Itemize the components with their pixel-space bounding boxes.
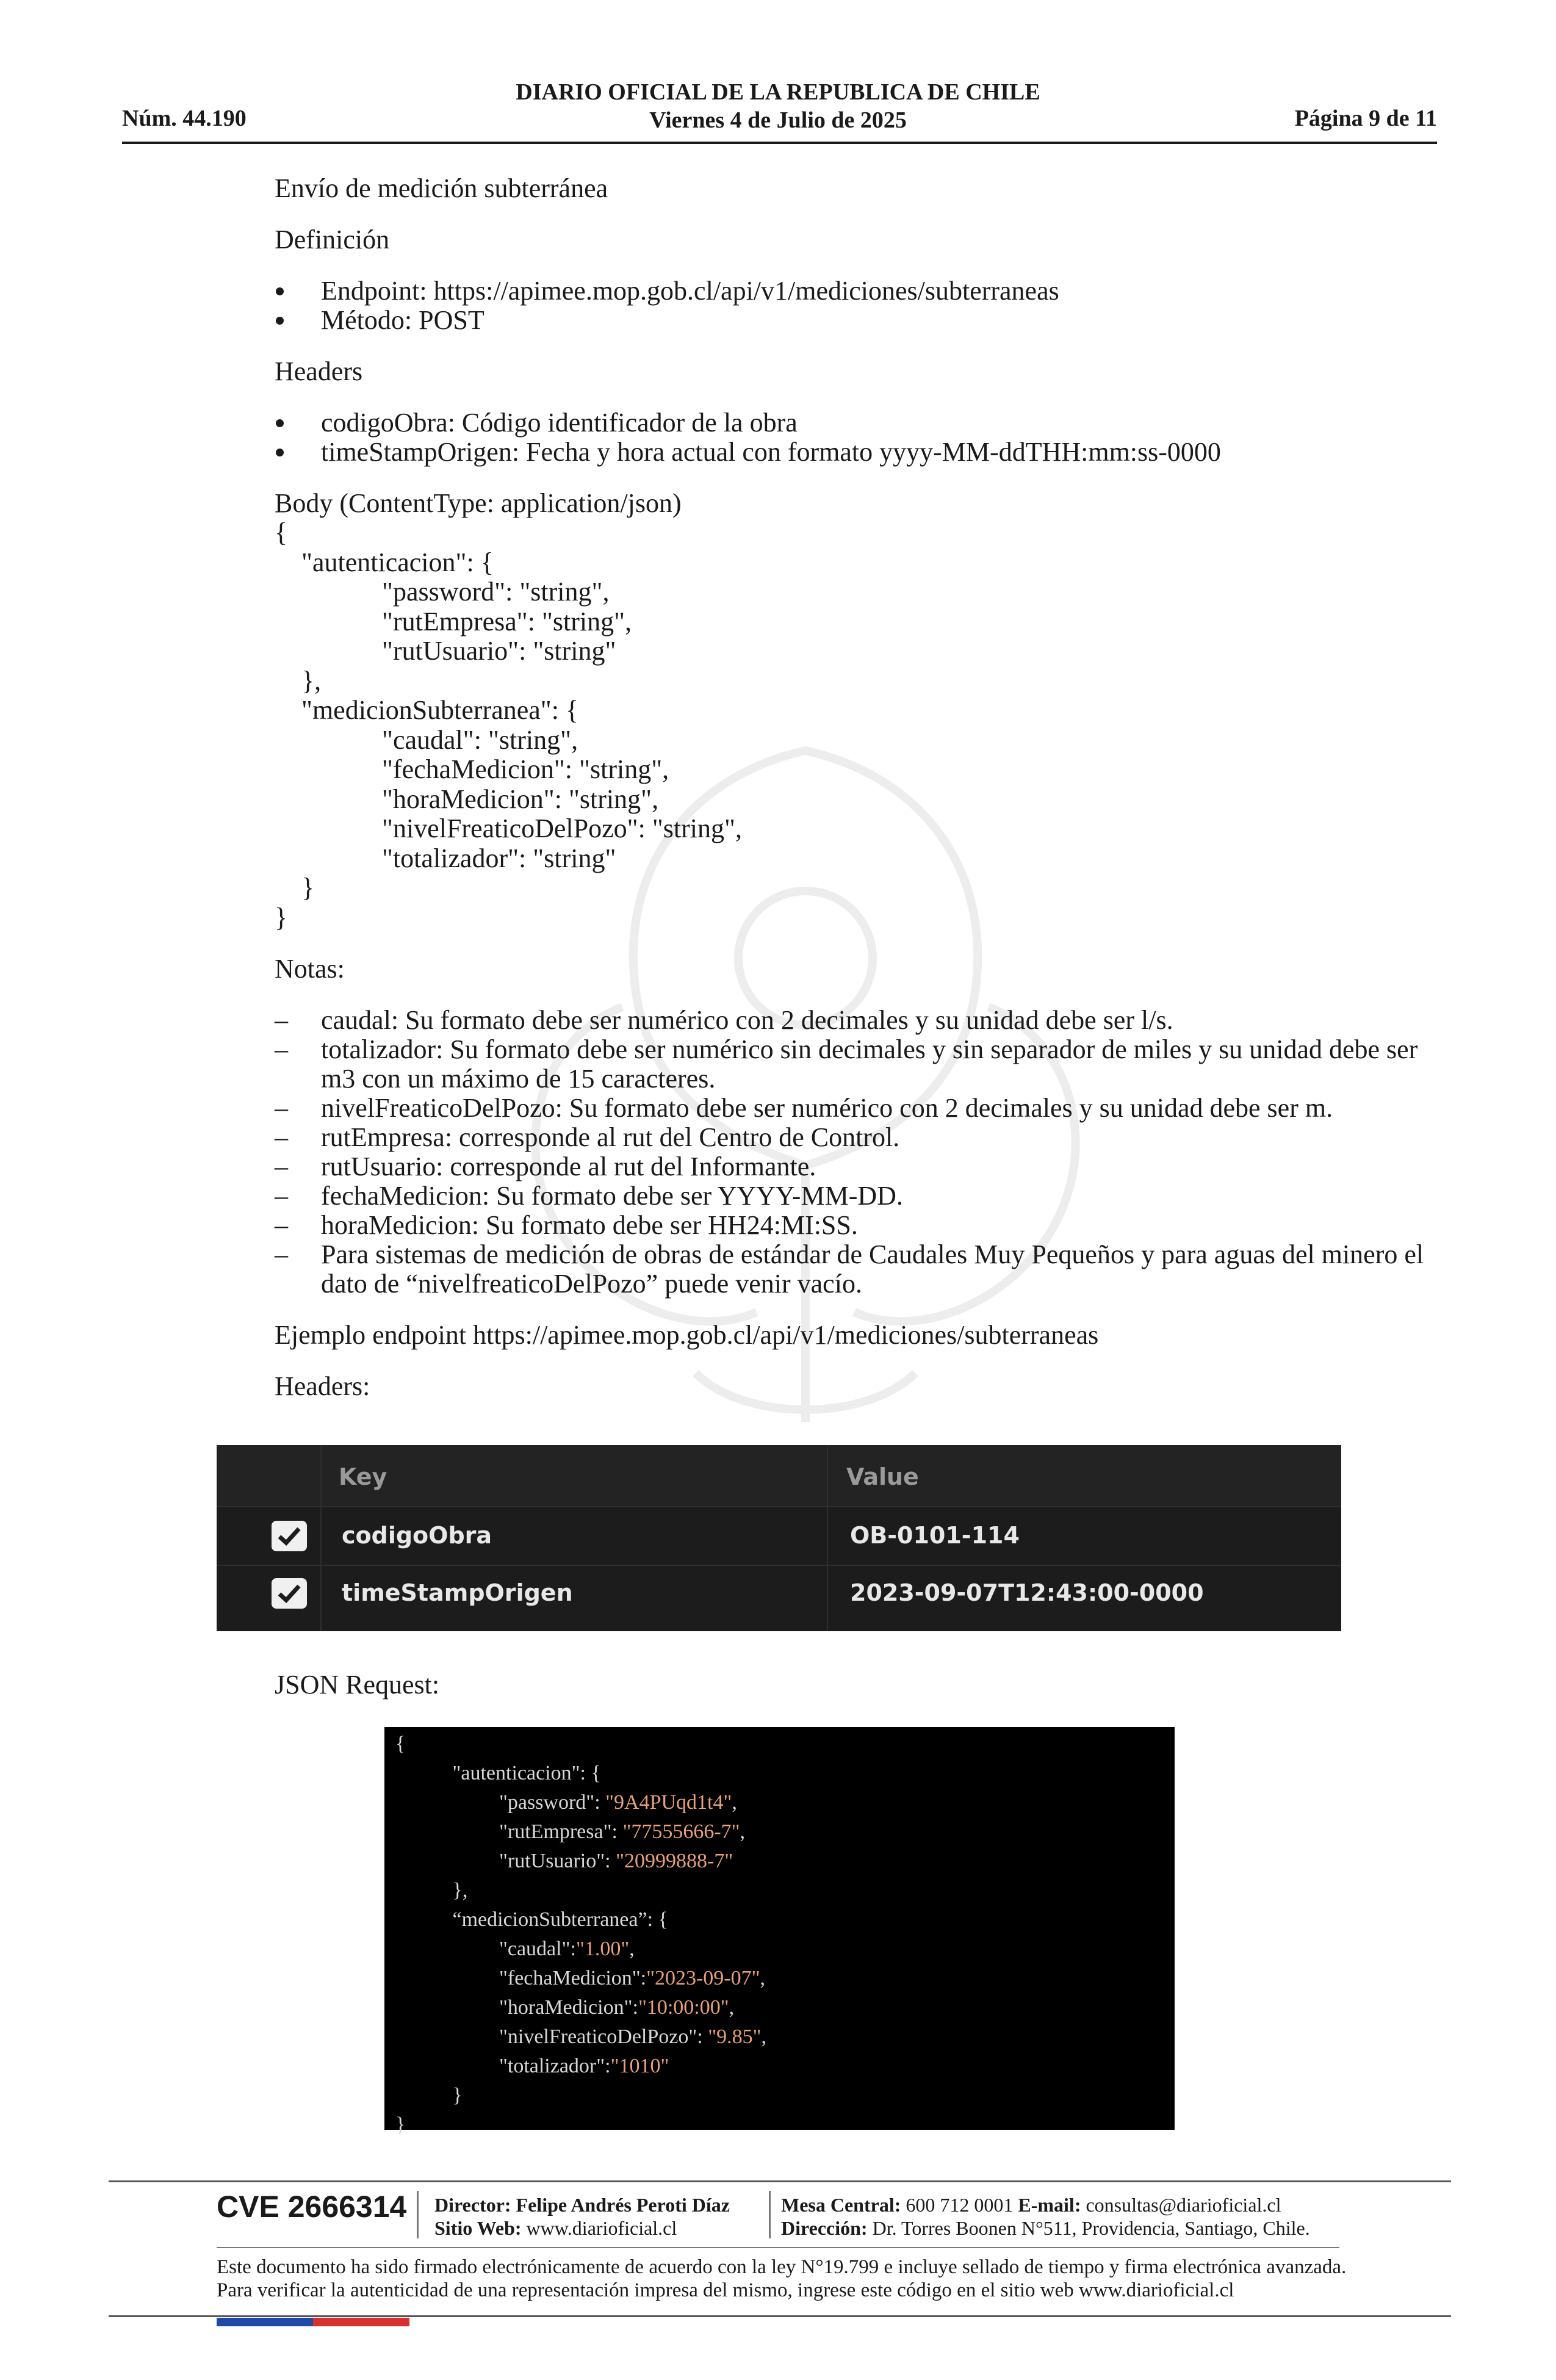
- table-row: [217, 1565, 1341, 1623]
- dash-marker: –: [275, 1239, 288, 1269]
- bullet-icon: [276, 419, 284, 427]
- dash-marker: –: [275, 1152, 288, 1181]
- table-row: [217, 1506, 1341, 1566]
- list-item: – rutUsuario: corresponde al rut del Informante.: [275, 1152, 816, 1181]
- list-item: – totalizador: Su formato debe ser numérico sin decimales y sin separador de miles y su unidad debe ser m3 con un máximo de 15 caracteres.: [275, 1034, 1418, 1094]
- checkbox-checked-icon[interactable]: [272, 1578, 307, 1609]
- column-header-value: Value: [846, 1463, 919, 1490]
- dash-marker: –: [275, 1034, 288, 1064]
- bullet-icon: [276, 317, 284, 325]
- dash-marker: –: [275, 1181, 288, 1211]
- column-divider: [320, 1445, 322, 1631]
- page-number: Página 9 de 11: [1294, 106, 1437, 131]
- headers-label: Headers: [275, 356, 363, 386]
- header-value-cell: OB-0101-114: [850, 1522, 1020, 1549]
- json-request-label: JSON Request:: [275, 1670, 440, 1700]
- table-header-row: [217, 1445, 1341, 1507]
- header-rule: [122, 142, 1437, 144]
- flag-stripe-red: [313, 2318, 409, 2326]
- footer-mid-rule: [217, 2247, 1339, 2248]
- headers-table: [217, 1445, 1341, 1631]
- column-header-key: Key: [339, 1463, 387, 1490]
- list-item: – horaMedicion: Su formato debe ser HH24:MI:SS.: [275, 1210, 858, 1240]
- ejemplo-endpoint: Ejemplo endpoint https://apimee.mop.gob.cl/api/v1/mediciones/subterraneas: [275, 1320, 1099, 1350]
- list-item: – caudal: Su formato debe ser numérico con 2 decimales y su unidad debe ser l/s.: [275, 1005, 1173, 1035]
- footer-legal-notice: Este documento ha sido firmado electrónicamente de acuerdo con la ley N°19.799 e incluye sellado de tiempo y firma electrónica avanzada. Para verificar la autenticidad de una representación impresa del mismo, ingrese este código en el sitio web www.diarioficial.cl: [217, 2256, 1347, 2301]
- notas-list: [275, 1006, 1434, 1299]
- definicion-label: Definición: [275, 225, 390, 254]
- list-item: – nivelFreaticoDelPozo: Su formato debe ser numérico con 2 decimales y su unidad debe ser m.: [275, 1093, 1333, 1123]
- mesa-label: Mesa Central:: [781, 2194, 901, 2216]
- masthead-title: DIARIO OFICIAL DE LA REPUBLICA DE CHILE: [516, 79, 1040, 105]
- section-title: Envío de medición subterránea: [275, 173, 608, 203]
- list-item: Endpoint: https://apimee.mop.gob.cl/api/v1/mediciones/subterraneas: [275, 276, 1434, 306]
- mesa-phone: 600 712 0001: [906, 2194, 1014, 2216]
- director-label: Director:: [434, 2194, 511, 2216]
- list-item: – rutEmpresa: corresponde al rut del Centro de Control.: [275, 1122, 900, 1152]
- masthead-date: Viernes 4 de Julio de 2025: [649, 107, 907, 133]
- bullet-icon: [276, 449, 284, 456]
- cve-code: CVE 2666314: [217, 2190, 407, 2224]
- definicion-list: [275, 276, 1434, 335]
- list-item: – fechaMedicion: Su formato debe ser YYYY-MM-DD.: [275, 1181, 903, 1211]
- headers-example-label: Headers:: [275, 1371, 370, 1401]
- header-key-cell: codigoObra: [342, 1522, 492, 1549]
- header-key-cell: timeStampOrigen: [342, 1579, 573, 1606]
- dash-marker: –: [275, 1122, 288, 1152]
- footer-bottom-rule: [109, 2315, 1451, 2317]
- headers-list: [275, 408, 1434, 467]
- director-name: Felipe Andrés Peroti Díaz: [516, 2194, 730, 2216]
- email-label: E-mail:: [1018, 2194, 1081, 2216]
- list-item: – Para sistemas de medición de obras de estándar de Caudales Muy Pequeños y para aguas del minero el dato de “nivelfreaticoDelPozo” puede venir vacío.: [275, 1239, 1424, 1299]
- footer-top-rule: [109, 2180, 1451, 2182]
- list-item: timeStampOrigen: Fecha y hora actual con formato yyyy-MM-ddTHH:mm:ss-0000: [275, 438, 1434, 467]
- header-value-cell: 2023-09-07T12:43:00-0000: [850, 1579, 1204, 1606]
- json-request-code: { "autenticacion": { "password": "9A4PUqd1t4", "rutEmpresa": "77555666-7", "rutUsuario": "20999888-7" }, “medicionSubterranea”: { "caudal":"1.00", "fechaMedicion":"2023-09-07", "horaMedicion":"10:00:00", "nivelFreaticoDelPozo": "9.85", "totalizador":"1010" } }: [395, 1733, 766, 2136]
- dash-marker: –: [275, 1093, 288, 1123]
- json-request-code-block: [384, 1727, 1175, 2136]
- list-item: codigoObra: Código identificador de la obra: [275, 408, 1434, 438]
- sitio-web-link[interactable]: www.diarioficial.cl: [526, 2217, 677, 2239]
- direccion-value: Dr. Torres Boonen N°511, Providencia, Santiago, Chile.: [872, 2217, 1310, 2239]
- dash-marker: –: [275, 1005, 288, 1035]
- document-body: [275, 174, 1434, 1401]
- footer-director-block: [434, 2193, 730, 2240]
- sitio-label: Sitio Web:: [434, 2217, 522, 2239]
- dash-marker: –: [275, 1210, 288, 1240]
- body-label: Body (ContentType: application/json): [275, 488, 682, 518]
- direccion-label: Dirección:: [781, 2217, 868, 2239]
- email-link[interactable]: consultas@diarioficial.cl: [1086, 2194, 1281, 2216]
- footer-contact-block: [781, 2193, 1310, 2240]
- list-item: Método: POST: [275, 306, 1434, 335]
- checkbox-checked-icon[interactable]: [272, 1521, 307, 1551]
- notas-label: Notas:: [275, 954, 345, 984]
- flag-stripe-blue: [217, 2318, 313, 2326]
- footer-divider: [769, 2191, 771, 2238]
- footer-divider: [417, 2191, 419, 2238]
- column-divider: [827, 1445, 828, 1631]
- body-schema-code: { "autenticacion": { "password": "string", "rutEmpresa": "string", "rutUsuario": "string" }, "medicionSubterranea": { "caudal": "string", "fechaMedicion": "string", "horaMedicion": "string", "nivelFreaticoDelPozo": "string", "totalizador": "string" } }: [275, 517, 742, 932]
- issue-number: Núm. 44.190: [122, 106, 247, 131]
- bullet-icon: [276, 287, 284, 295]
